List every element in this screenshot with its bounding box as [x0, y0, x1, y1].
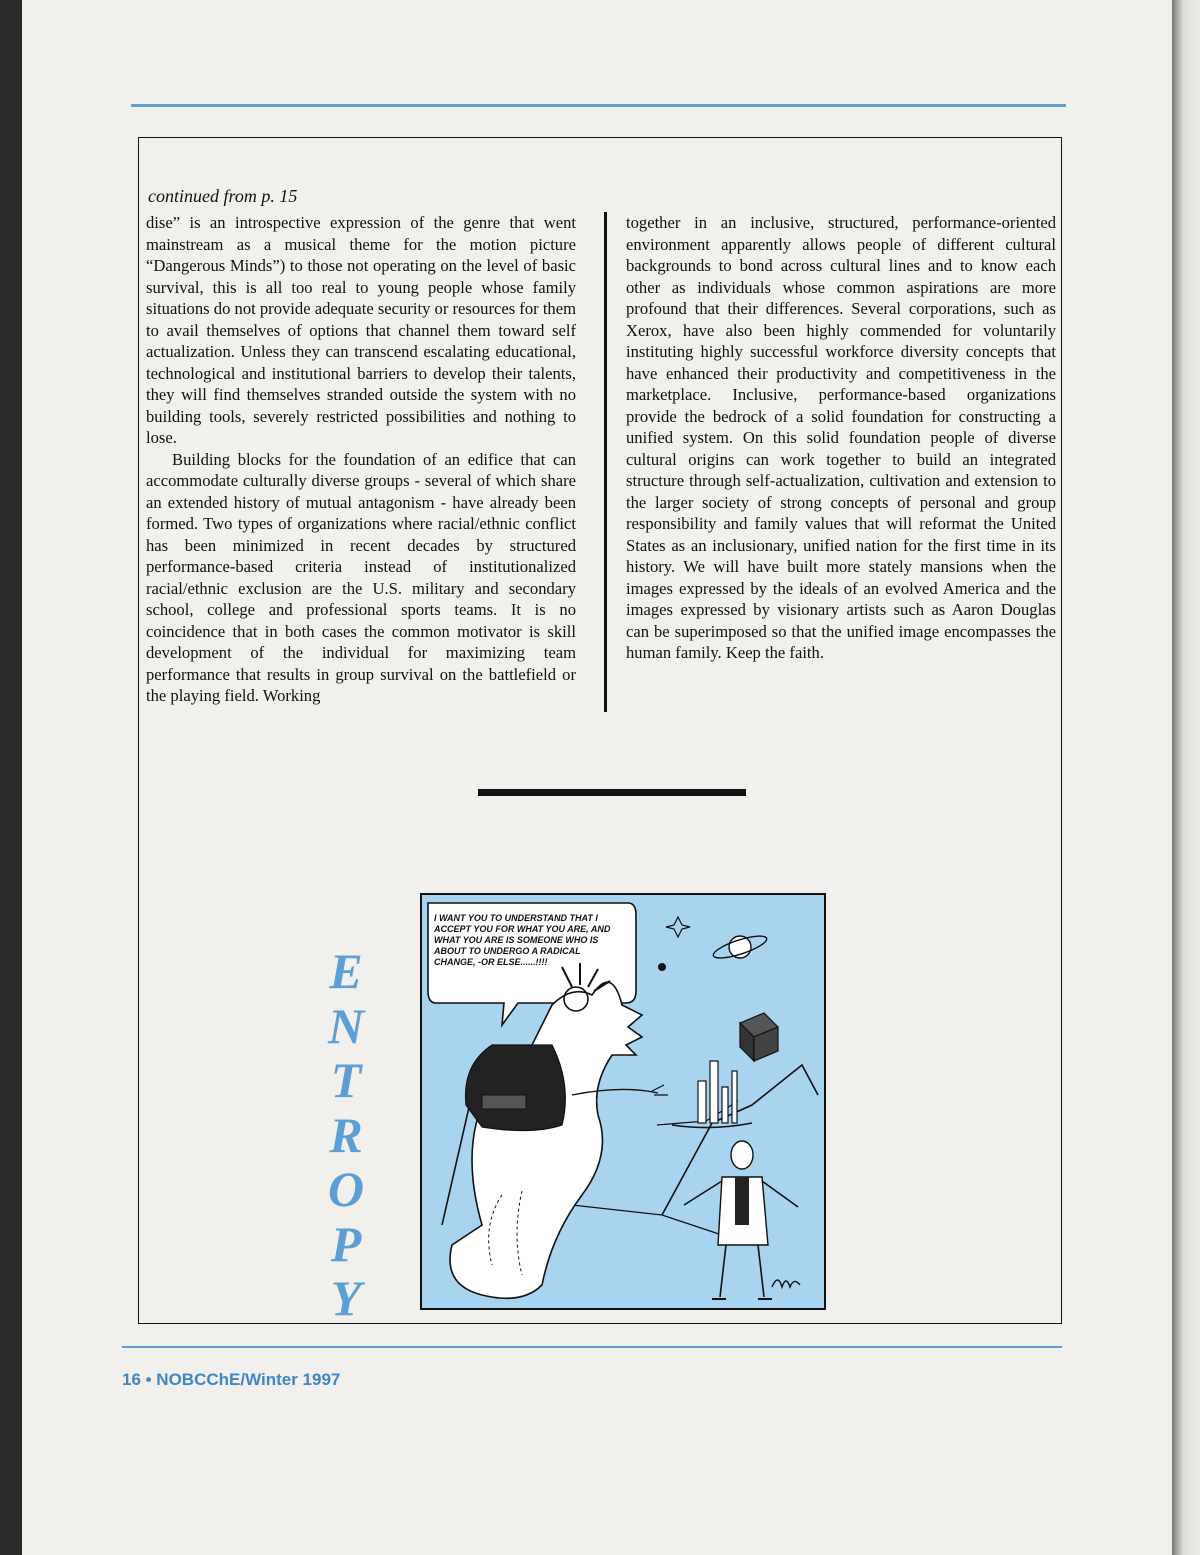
- entropy-vertical-title: [320, 944, 372, 1326]
- left-paragraph-1: dise” is an introspective expression of the genre that went mainstream as a musical theme for the motion picture “Dangerous Minds”) to those not operating on the level of basic survival, this is all too real to young people whose family situations do not provide adequate security or resources for them to avail themselves of options that channel them toward self actualization. Unless they can transcend escalating educational, technological and institutional barriers to develop their talents, they will find themselves stranded outside the system with no building tools, severely restricted possibilities and nothing to lose.: [146, 213, 576, 447]
- left-paragraph-2: Building blocks for the foundation of an edifice that can accommodate culturally diverse groups - several of which share an extended history of mutual antagonism - have already been formed. Two types of organizations where racial/ethnic conflict has been minimized in recent decades by structured performance-based criteria instead of institutionalized racial/ethnic exclusion are the U.S. military and secondary school, college and professional sports teams. It is no coincidence that in both cases the common motivator is skill development of the individual for maximizing team performance that results in group survival on the battlefield or the playing field. Working: [146, 449, 576, 705]
- star-icon: [666, 917, 690, 937]
- person-figure: [684, 1141, 798, 1299]
- ringed-planet-icon: [711, 932, 769, 963]
- floating-city: [672, 1061, 752, 1128]
- top-rule: [131, 104, 1066, 107]
- title-letter: O: [327, 1161, 365, 1217]
- section-divider-bar: [478, 789, 746, 796]
- small-moon-icon: [658, 963, 666, 971]
- floating-cube: [740, 1013, 778, 1061]
- speech-bubble-text: I WANT YOU TO UNDERSTAND THAT I ACCEPT YOU FOR WHAT YOU ARE, AND WHAT YOU ARE IS SOMEONE WHO IS ABOUT TO UNDERGO A RADICAL CHANGE, -OR ELSE......!!!!: [434, 913, 611, 967]
- title-letter: N: [327, 997, 365, 1054]
- title-letter: E: [329, 943, 363, 999]
- bottom-rule: [122, 1346, 1062, 1348]
- right-paragraph-1: together in an inclusive, structured, performance-oriented environment apparently allows people of different cultural backgrounds to bond across cultural lines and to know each other as individuals whose common aspirations are more profound that their differences. Several corporations, such as Xerox, have also been highly commended for voluntarily instituting highly successful workforce diversity concepts that have enhanced their productivity and competitiveness in the marketplace. Inclusive, performance-based organizations provide the bedrock of a solid foundation for constructing a unified system. On this solid foundation people of diverse cultural origins can work together to build an integrated structure through self-actualization, cultivation and extension to the larger society of strong concepts of personal and group responsibility and family values that will reformat the United States as an inclusionary, unified nation for the first time in its history. We will have built more stately mansions when the images expressed by the ideals of an evolved America and the images expressed by visionary artists such as Aaron Douglas can be superimposed so that the unified image encompasses the human family. Keep the faith.: [626, 213, 1056, 662]
- title-letter: Y: [330, 1270, 362, 1326]
- left-column: [146, 212, 576, 707]
- artist-signature: [772, 1280, 800, 1287]
- monster-figure: [450, 963, 668, 1298]
- title-letter: R: [329, 1106, 363, 1163]
- continued-from-label: continued from p. 15: [148, 186, 298, 206]
- right-column: [626, 212, 1056, 664]
- binding-edge: [1172, 0, 1200, 1555]
- title-letter: P: [330, 1215, 362, 1272]
- title-letter: T: [330, 1052, 362, 1108]
- page-folio: 16 • NOBCChE/Winter 1997: [122, 1370, 341, 1389]
- column-divider: [604, 212, 607, 712]
- entropy-cartoon: [420, 893, 826, 1310]
